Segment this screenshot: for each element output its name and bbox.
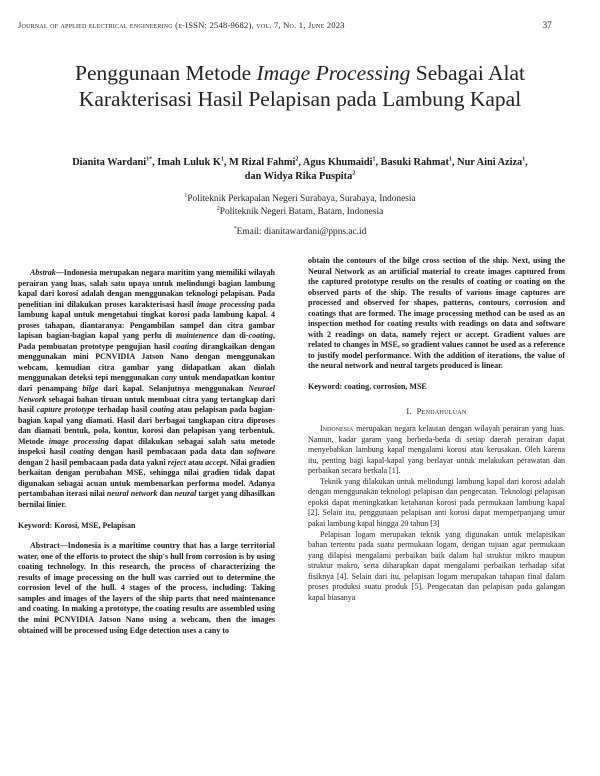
affiliation-1: $^1$Politeknik Perkapalan Negeri Surabaya, Surabaya, Indonesia <box>184 192 416 204</box>
running-header <box>18 20 552 30</box>
intro-paragraph-1: Indonesia merupakan negara kelautan dengan wilayah perairan yang luas. Namun, kadar garam yang berbeda-beda di setiap daerah perairan dapat menyebabkan lambung kapal mengalami korosi atau kerusakan. Oleh karena itu, penting bagi kapal-kapal yang berlayar untuk melakukan perawatan dan perbaikan secara berkala [1]. <box>308 424 565 476</box>
keywords-en: Keyword: coating, corrosion, MSE <box>308 382 427 392</box>
intro-paragraph-3: Pelapisan logam merupakan teknik yang digunakan untuk melapisikan bahan tertentu pada suatu permukaan logam, dengan tujuan agar permukaan yang dilapisi mengalami perbaikan baik dalam hal struktur mikro maupun struktur makro, serta diharapkan dapat mengalami perbaikan terhadap sifat fisiknya [4]. Selain dari itu, pelapisan logam merupakan tahapan final dalam proses produksi suatu produk [5]. Pengecatan dan pelapisan pada galangan kapal biasanya <box>308 529 565 602</box>
paper-title: Penggunaan Metode Image Processing Sebagai Alat Karakterisasi Hasil Pelapisan pada Lambung Kapal <box>74 61 525 111</box>
abstrak-id: Abstrak—Indonesia merupakan negara maritim yang memiliki wilayah perairan yang luas, salah satu upaya untuk melindungi bagian lambung kapal dari korosi adalah dengan menggunakan teknologi pelapisan. Pada penelitian ini dilakukan proses karakterisasi hasil image processing pada lambung kapal untuk mengetahui tingkat korosi pada lambung kapal. 4 proses tahapan, diantaranya: Pengambilan sampel dan citra gambar lapisan bagian-bagian kapal yang perlu di maintenence dan di-coating, Pada pembuatan prototype pengujian hasil coating dirangkaikan dengan menggunakan mini PCNVIDIA Jatson Nano dengan menggunakan webcam, kemudian citra gambar yang didapatkan akan diolah menggunakan deteksi tepi menggunakan cany untuk mendapatkan kontur dari penampang bilge dari kapal. Selanjutnya menggunakan Neurael Network sebagai bahan tiruan untuk membuat citra yang tertangkap dari hasil capture prototype terhadap hasil coating atau pelapisan pada bagian-bagian kapal yang diamati. Hasil dari berbagai tangkapan citra diproses dan diamati bentuk, pola, kontur, korosi dan pelapisan yang terbentuk. Metode image processing dapat dilakukan sebagai salah satu metode inspeksi hasil coating dengan hasil pembacaan pada data dan software dengan 2 hasil pembacaan pada data yakni reject atau accept. Nilai gradien berkaitan dengan perubahan MSE, sehingga nilai gradien tidak dapat digunakan sebagai acuan untuk membenarkan performa model. Adanya pertambahan iterasi nilai neural network dan neural target yang dihasilkan bernilai linier. <box>18 268 276 510</box>
page-number: 37 <box>542 20 552 30</box>
introduction <box>308 424 565 603</box>
intro-paragraph-2: Teknik yang dilakukan untuk melindungi lambung kapal dari korosi adalah dengan menggunakan teknologi pelapisan dan pengecatan. Teknologi pelapisan epoksi dapat meningkatkan ketahanan korosi pada permukaan lambung kapal [2]. Selain itu, penggunaan pelapisan anti korosi dapat memperpanjang umur pakai lambung kapal hingga 20 tahun [3] <box>308 476 565 529</box>
left-column <box>18 268 275 636</box>
journal-header: Journal of applied electrical engineering (e-ISSN: 2548-9682), vol. 7, No. 1, June 2023 <box>18 20 345 30</box>
author-email: *Email: dianitawardani@ppns.ac.id <box>233 225 367 237</box>
affiliation-2: $^2$Politeknik Negeri Batam, Batam, Indonesia <box>216 205 384 217</box>
abstract-en-part1: Abstract—Indonesia is a maritime country that has a large territorial water, one of the efforts to protect the ship's hull from corrosion is by using coating technology. In this research, the process of characterizing the results of image processing on the hull was carried out to determine the corrosion level of the hull. 4 stages of the process, including: Taking samples and images of the layers of the ship parts that need maintenance and coating. In making a prototype, the coating results are assembled using the mini PCNVIDIA Jatson Nano using a webcam, then the images obtained will be processed using Edge detection uses a cany to <box>18 541 275 635</box>
keywords-id: Keyword: Korosi, MSE, Pelapisan <box>18 520 136 530</box>
abstract-en-part2: obtain the contours of the bilge cross section of the ship. Next, using the Neural Network as an artificial material to create images captured from the captured prototype results on the results of coating or coating on the observed parts of the ship. The results of various image captures are processed and observed for shapes, patterns, contours, corrosion and coatings that are formed. The image processing method can be used as an inspection method for coating results with readings on data and software with 2 readings on data, namely reject or accept. Gradient values are related to changes in MSE, so gradient values cannot be used as a reference to justify model performance. With the addition of iterations, the value of the neural network and neural targets produced is linear. <box>308 256 565 371</box>
section-heading: I. Pendahuluan <box>406 406 467 416</box>
affiliations <box>60 193 540 239</box>
right-column <box>308 256 565 603</box>
author-list: Dianita Wardani$^{1*}$, Imah Luluk $K^1$, M Rizal Fahmi$^2$, Agus Khumaidi$^1$, Basuki Rahmat$^1$, Nur Aini Aziza$^1$, dan Widya Rika Puspita$^2$ <box>72 156 528 182</box>
